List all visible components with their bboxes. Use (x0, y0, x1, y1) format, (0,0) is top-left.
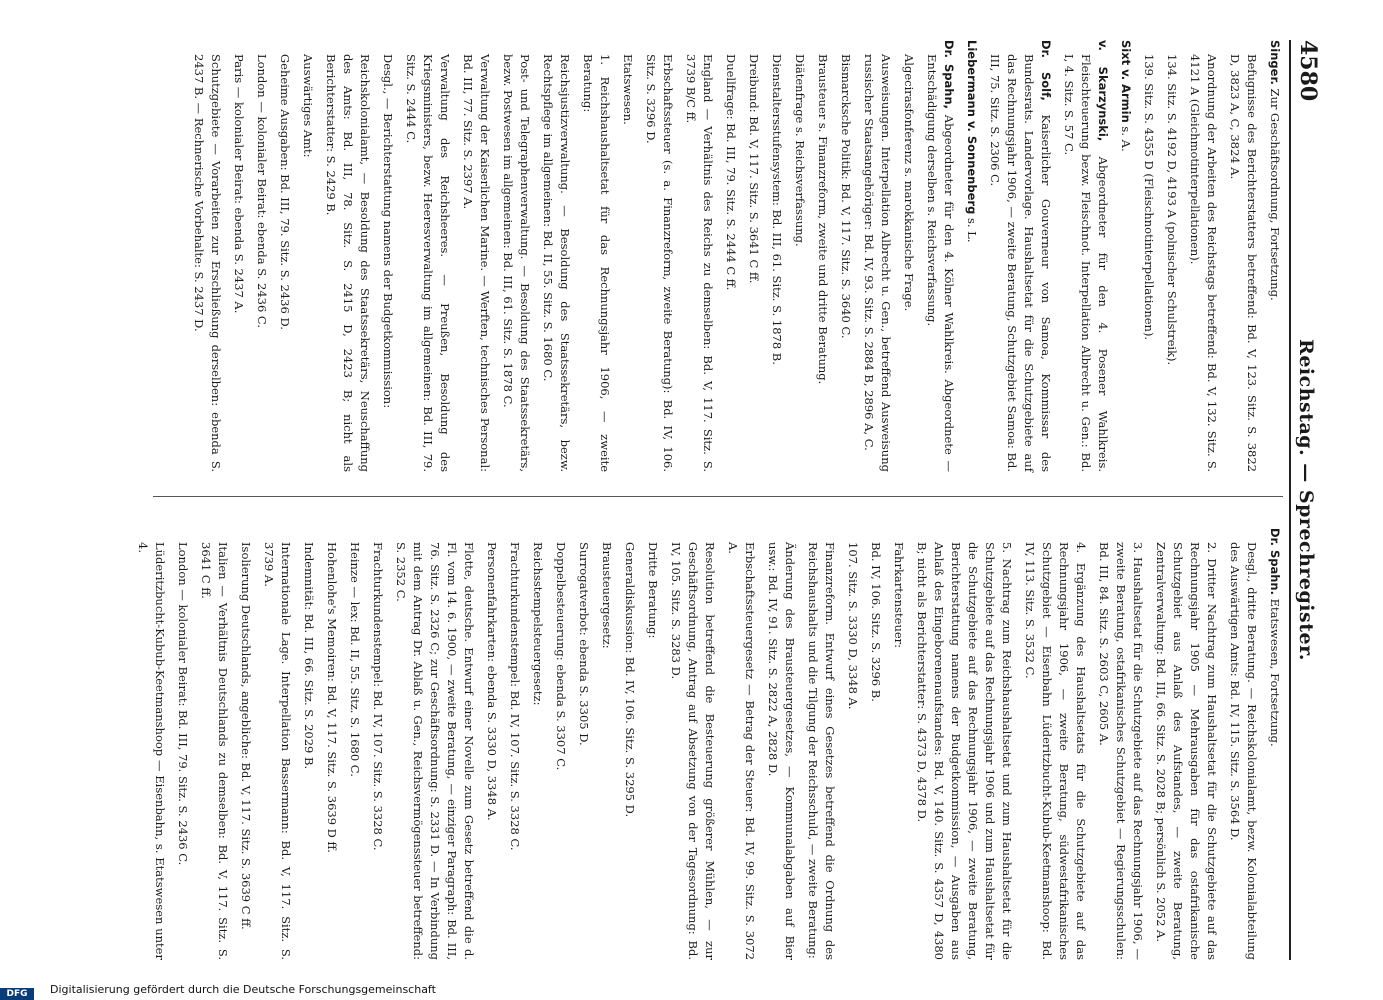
index-entry (724, 528, 758, 960)
index-entry (402, 40, 453, 472)
index-entry (963, 40, 980, 472)
index-entry (1266, 528, 1283, 960)
index-entry (900, 40, 917, 472)
column-divider (153, 496, 1283, 497)
entry-text: Diätenfrage s. Reichsverfassung. (793, 54, 807, 247)
index-entry (579, 40, 613, 472)
entry-text: s. L. (965, 217, 979, 243)
index-entry (1226, 528, 1260, 960)
entry-text: Frachturkundenstempel: Bd. IV, 107. Sitz. S. 3328 C. (371, 542, 385, 851)
entry-text: Heinze — lex: Bd. II, 55. Sitz. S. 1680 C. (348, 542, 362, 777)
entry-text: Verwaltung der Kaiserlichen Marine. — Werften, technisches Personal: Bd. III, 77. Sitz. S. 2397 A. (461, 54, 492, 472)
index-entry (598, 528, 615, 960)
index-entry (1266, 40, 1283, 472)
entry-text: 107. Sitz. S. 3330 D, 3348 A. (846, 542, 860, 710)
entry-text: 134. Sitz. S. 4192 D, 4193 A (polnischer Schulstreik). (1165, 54, 1179, 366)
entry-text: Auswärtiges Amt: (301, 54, 315, 158)
entry-text: Bismarcksche Politik: Bd. V, 117. Sitz. S. 3640 C. (839, 54, 853, 339)
index-entry (768, 40, 785, 472)
index-entry (322, 40, 373, 472)
entry-text: 1. Reichshaushaltsetat für das Rechnungsjahr 1906, — zweite Beratung: (581, 54, 612, 472)
entry-text: 139. Sitz. S. 4355 D (Fleischnotinterpellationen). (1142, 54, 1156, 341)
index-entry (379, 40, 396, 472)
entry-text: London — kolonialer Beirat: ebenda S. 2436 C. (255, 54, 269, 328)
speaker-name: Liebermann v. Sonnenberg (965, 40, 979, 215)
index-entry (667, 528, 718, 960)
entry-text: Befugnisse des Berichterstatters betreffend: Bd. V, 123. Sitz. S. 3822 D, 3823 A, C, 3824 A. (1228, 54, 1259, 472)
entry-text: Paris — kolonialer Beirat: ebenda S. 2437 A. (232, 54, 246, 314)
entry-text: 3. Haushaltsetat für die Schutzgebiete auf das Rechnungsjahr 1906, — zweite Beratung, ostafrikanisches Schutzgebiet — Regierungsschulen: Bd. III, 84. Sitz. S. 2603 C, 2605 A. (1097, 542, 1145, 960)
index-entry (1226, 40, 1260, 472)
index-entry (1095, 528, 1146, 960)
index-entry (346, 528, 363, 960)
index-entry (499, 40, 533, 472)
entry-text: Reichsjustizverwaltung. — Besoldung des Staatssekretärs, bezw. Rechtspflege im allgemeinen: Bd. II, 55. Sitz. S. 1680 C. (541, 54, 572, 472)
index-entry (1163, 40, 1180, 472)
index-entry (1152, 528, 1220, 960)
right-column (133, 520, 1283, 960)
index-entry (722, 40, 739, 472)
entry-text: Änderung des Brausteuergesetzes, — Kommunalabgaben auf Bier usw.: Bd. IV, 91. Sitz. S. 2822 A, 2828 D. (766, 542, 797, 960)
entry-text: Resolution betreffend die Besteuerung größerer Mühlen, — zur Geschäftsordnung, Antrag auf Absetzung von der Tagesordnung: Bd. IV, 105. Sitz. S. 3283 D. (669, 542, 717, 960)
entry-text: Etatswesen. (621, 54, 635, 125)
entry-text: Post- und Telegraphenverwaltung. — Besoldung des Staatssekretärs, bezw. Postwesen im allgemeinen: Bd. III, 61. Sitz. S. 1878 C. (501, 54, 532, 472)
index-entry (529, 528, 546, 960)
entry-text: Desgl., — Berichterstattung namens der Budgetkommission: (381, 54, 395, 409)
index-entry (837, 40, 854, 472)
entry-text: England — Verhältnis des Reichs zu demselben: Bd. V, 117. Sitz. S. 3739 B/C ff. (684, 54, 715, 472)
entry-text: Reichsstempelsteuergesetz: (531, 542, 545, 706)
index-entry (237, 528, 254, 960)
entry-text: Verwaltung des Reichsheeres. — Preußen, Besoldung des Kriegsministers, bezw. Heeresverwaltung im allgemeinen: Bd. III, 79. Sitz. S. 2444 C. (404, 54, 452, 472)
index-entry (575, 528, 592, 960)
entry-text: Desgl., dritte Beratung. — Reichskolonialamt, bezw. Kolonialabteilung des Auswärtigen Amts: Bd. IV, 115. Sitz. S. 3564 D. (1228, 542, 1259, 960)
index-entry (986, 40, 1054, 472)
entry-text: Erbschaftssteuer (s. a. Finanzreform, zweite Beratung): Bd. IV, 106. Sitz. S. 3296 D. (644, 54, 675, 472)
entry-text: Surrogatverbot: ebenda S. 3305 D. (577, 542, 591, 746)
index-entry (745, 40, 762, 472)
entry-text: Abgeordneter für den 4. Kölner Wahlkreis. Abgeordnete — Entschädigung derselben s. Reichsverfassung. (925, 54, 956, 472)
index-entry (300, 528, 317, 960)
index-entry (506, 528, 523, 960)
page-header (1289, 40, 1323, 960)
index-entry (253, 40, 270, 472)
entry-text: Finanzreform. Entwurf eines Gesetzes betreffend die Ordnung des Reichshaushalts und die Tilgung der Reichsschuld, — zweite Beratung: (806, 542, 837, 960)
entry-text: Indemnität: Bd. III, 66. Sitz. S. 2029 B. (302, 542, 316, 770)
entry-text: Doppelbesteuerung: ebenda S. 3307 C. (554, 542, 568, 771)
entry-text: London — kolonialer Beirat: Bd. III, 79. Sitz. S. 2436 C. (176, 542, 190, 866)
running-title: Reichstag. — Sprechregister. (1295, 339, 1317, 661)
index-entry (642, 40, 676, 472)
index-entry (369, 528, 386, 960)
entry-text: Generaldiskussion: Bd. IV, 106. Sitz. S. 3295 D. (623, 542, 637, 818)
left-column (133, 40, 1283, 480)
index-entry (764, 528, 798, 960)
entry-text: Geheime Ausgaben: Bd. III, 79. Sitz. S. 2436 D. (278, 54, 292, 330)
index-entry (299, 40, 316, 472)
entry-text: Dreibund: Bd. V, 117. Sitz. S. 3641 C ff. (747, 54, 761, 284)
index-entry (844, 528, 861, 960)
digitization-credit: Digitalisierung gefördert durch die Deutsche Forschungsgemeinschaft (50, 983, 436, 996)
index-entry (644, 528, 661, 960)
index-entry (552, 528, 569, 960)
index-entry (682, 40, 716, 472)
entry-text: Fahrkartensteuer: (892, 542, 906, 649)
speaker-name: Sixt v. Armin (1119, 40, 1133, 123)
index-entry (890, 528, 907, 960)
index-entry (814, 40, 831, 472)
index-entry (459, 40, 493, 472)
entry-text: Lüderitzbucht-Kubub-Keetmanshoop — Eisenbahn, s. Etatswesen unter 4. (136, 542, 167, 960)
index-entry (1140, 40, 1157, 472)
index-entry (621, 528, 638, 960)
entry-text: Ausweisungen. Interpellation Albrecht u. Gen., betreffend Ausweisung russischer Staatsangehöriger: Bd. IV, 93. Sitz. S. 2884 B, 2896 A, C. (862, 54, 893, 472)
entry-text: 4. Ergänzung des Haushaltsetats für die Schutzgebiete auf das Rechnungsjahr 1906, — zweite Beratung, südwestafrikanisches Schutzgebiet — Eisenbahn Lüderitzbucht-Kubub-Keetmanshoop: Bd. IV, 113. Sitz. S. 3532 C. (1023, 542, 1088, 960)
entry-text: Brausteuer s. Finanzreform, zweite und dritte Beratung. (816, 54, 830, 385)
index-entry (539, 40, 573, 472)
entry-text: Algecirasfonferenz s. marokkanische Frage. (902, 54, 916, 312)
index-entry (197, 528, 231, 960)
index-entry (276, 40, 293, 472)
entry-text: Kaiserlicher Gouverneur von Samoa, Kommissar des Bundesrats. Landervorlage. Haushaltsetat für die Schutzgebiete auf das Rechnungsjahr 1906, — zweite Beratung, Schutzgebiet Samoa: Bd. III, 75. Sitz. S. 2306 C. (988, 54, 1053, 472)
entry-text: Anordnung der Arbeiten des Reichstags betreffend: Bd. V, 132. Sitz. S. 4121 A (Gleichmotinterpellationen). (1188, 54, 1219, 472)
entry-text: Dritte Beratung: (646, 542, 660, 639)
index-entry (913, 528, 1015, 960)
index-entry (1186, 40, 1220, 472)
entry-text: Abgeordneter für den 4. Posener Wahlkreis. Fleischteuerung bezw. Fleischnot. Interpellation Albrecht u. Gen.: Bd. I, 4. Sitz. S. 57 C. (1062, 54, 1110, 472)
speaker-name: v. Skarzynski, (1096, 40, 1110, 142)
index-entry (867, 528, 884, 960)
index-entry (619, 40, 636, 472)
page-number: 4580 (1295, 40, 1321, 102)
entry-text: Schutzgebiete — Vorarbeiten zur Erschließung derselben: ebenda S. 2437 B. — Rechnerische Vorbehalte: S. 2437 D. (192, 54, 223, 472)
speaker-name: Dr. Spahn. (1268, 528, 1282, 595)
entry-text: 5. Nachtrag zum Reichshaushaltsetat und zum Haushaltsetat für die Schutzgebiete auf das Rechnungsjahr 1906 und zum Haushaltsetat für die Schutzgebiete auf das Rechnungsjahr 1906, — zweite Beratung, Berichterstattung namens der Budgetkommission, — Ausgaben aus Anlaß des Eingeborenenaufstandes: Bd. V, 140. Sitz. S. 4357 D, 4380 B; nicht als Berichterstatter: S. 4373 D, 4378 D. (915, 542, 1014, 960)
entry-text: Personenfahrkarten: ebenda S. 3330 D, 3348 A. (485, 542, 499, 821)
index-entry (174, 528, 191, 960)
index-entry (804, 528, 838, 960)
index-entry (1021, 528, 1089, 960)
index-entry (134, 528, 168, 960)
index-entry (791, 40, 808, 472)
entry-text: Flotte, deutsche. Entwurf einer Novelle zum Gesetz betreffend die d. Fl. vom 14. 6. 1900, — zweite Beratung, — einziger Paragraph: Bd. III, 76. Sitz. S. 2326 C; zur Geschäftsordnung: S. 2331 D. — In Verbindung mit dem Antrag Dr. Ablaß u. Gen., Reichsvermögenssteuer betreffend: S. 2352 C. (394, 542, 476, 960)
entry-text: Brausteuergesetz: (600, 542, 614, 649)
entry-text: Etatswesen, Fortsetzung. (1268, 598, 1282, 747)
entry-text: Zur Geschäftsordnung, Fortsetzung. (1268, 88, 1282, 301)
entry-text: s. A. (1119, 126, 1133, 152)
speaker-name: Dr. Spahn, (942, 40, 956, 110)
entry-text: Hohenlohe's Memoiren: Bd. V, 117. Sitz. S. 3639 D ff. (325, 542, 339, 853)
index-entry (260, 528, 294, 960)
index-entry (392, 528, 477, 960)
entry-text: Dienstaltersstufensystem: Bd. III, 61. Sitz. S. 1878 B. (770, 54, 784, 365)
entry-text: Internationale Lage. Interpellation Bassermann: Bd. V, 117. Sitz. S. 3739 A. (262, 542, 293, 960)
entry-text: Frachturkundenstempel: Bd. IV, 107. Sitz. S. 3328 C. (508, 542, 522, 851)
entry-text: Duellfrage: Bd. III, 79. Sitz. S. 2444 C ff. (724, 54, 738, 291)
entry-text: Erbschaftssteuergesetz — Betrag der Steuer: Bd. IV, 99. Sitz. S. 3072 A. (726, 542, 757, 960)
entry-text: 2. Dritter Nachtrag zum Haushaltsetat für die Schutzgebiete auf das Rechnungsjahr 1905 — Mehrausgaben für das ostafrikanische Schutzgebiet aus Anlaß des Aufstandes, — zweite Beratung, Zentralverwaltung: Bd. III, 66. Sitz. S. 2028 B; persönlich S. 2052 A. (1154, 542, 1219, 960)
index-entry (323, 528, 340, 960)
index-entry (923, 40, 957, 472)
index-entry (1117, 40, 1134, 472)
entry-text: Bd. IV, 106. Sitz. S. 3296 B. (869, 542, 883, 702)
entry-text: Isolierung Deutschlands, angebliche: Bd. V, 117. Sitz. S. 3639 C ff. (239, 542, 253, 930)
entry-text: Italien — Verhältnis Deutschlands zu demselben: Bd. V, 117. Sitz. S. 3641 C ff. (199, 542, 230, 960)
speaker-name: Dr. Solf, (1039, 40, 1053, 101)
index-entry (1060, 40, 1111, 472)
index-entry (230, 40, 247, 472)
speaker-name: Singer. (1268, 40, 1282, 85)
index-entry (483, 528, 500, 960)
index-entry (190, 40, 224, 472)
index-entry (860, 40, 894, 472)
dfg-logo: DFG (0, 988, 34, 1000)
entry-text: Reichskolonialamt, — Besoldung des Staatssekretärs, Neuschaffung des Amts: Bd. III, 78. Sitz. S. 2415 D, 2423 B; nicht als Berichterstatter: S. 2429 B. (324, 54, 372, 472)
